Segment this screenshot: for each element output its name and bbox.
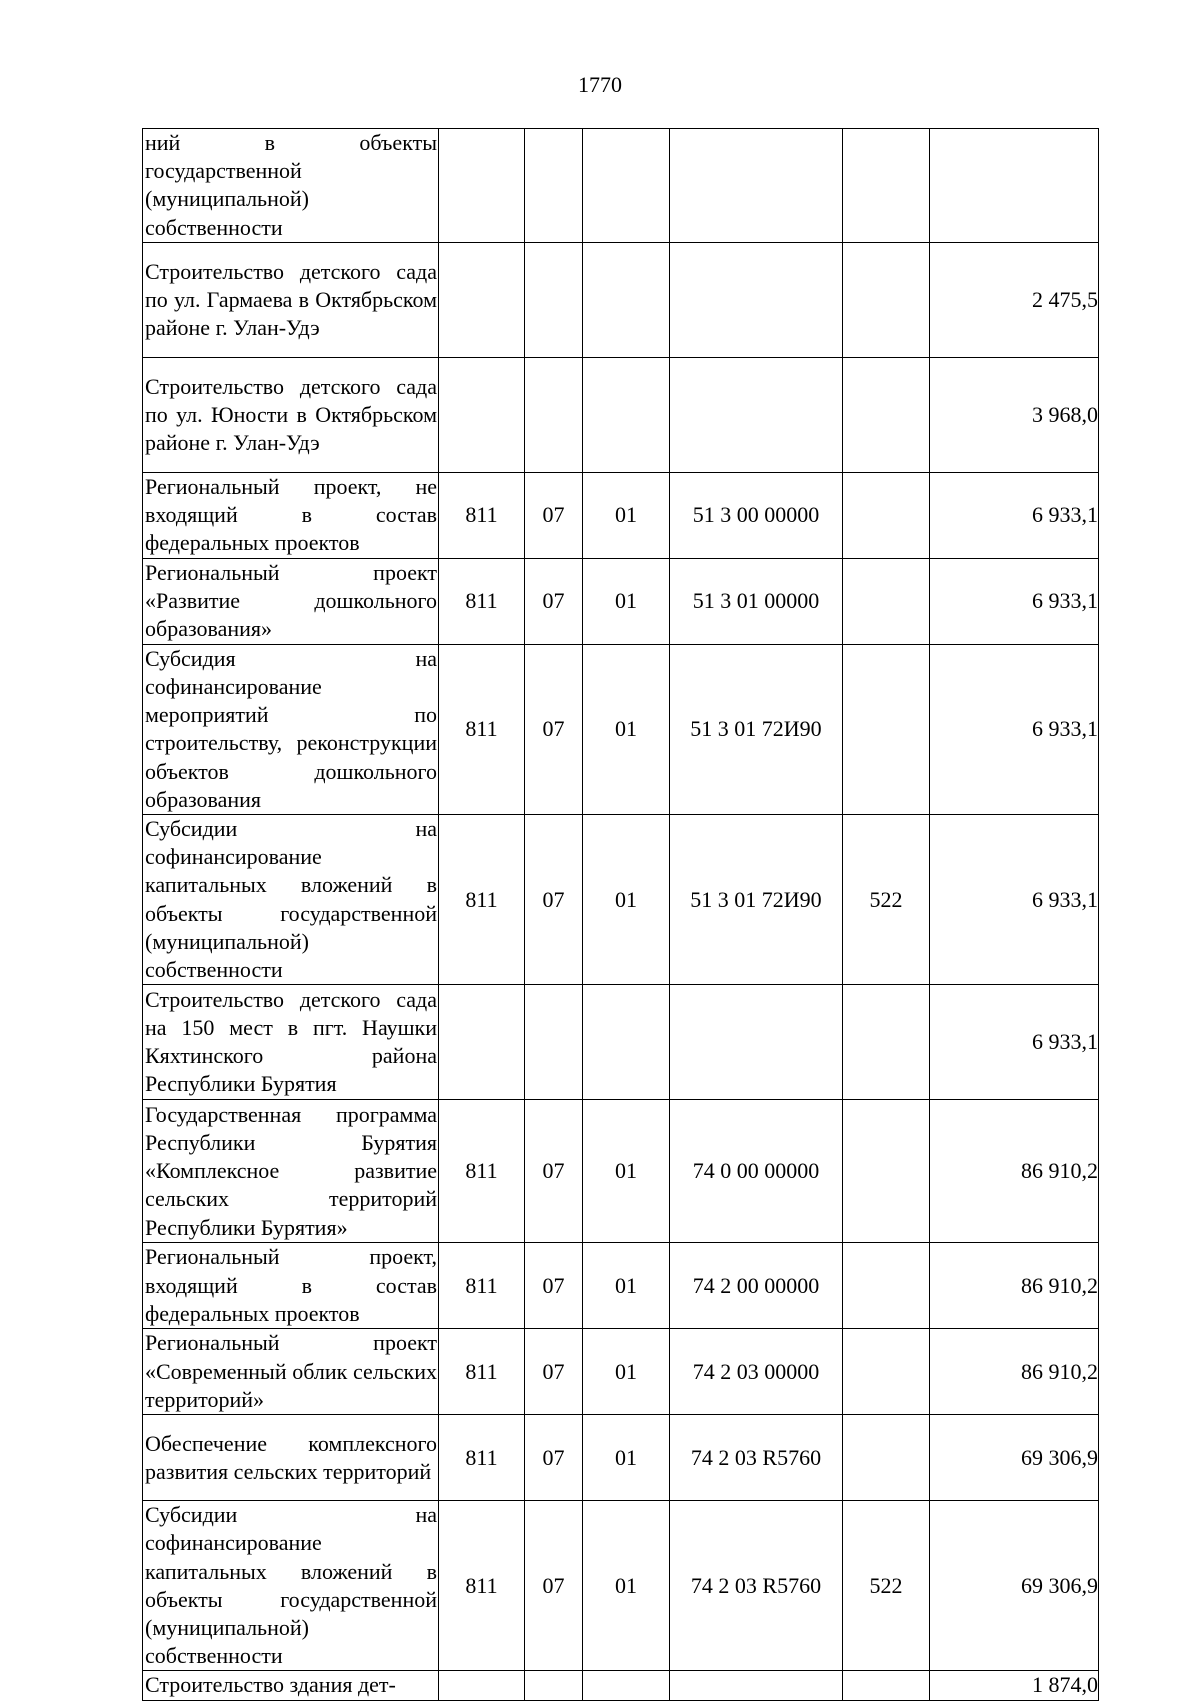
row-rz <box>525 129 583 243</box>
row-rz: 07 <box>525 1243 583 1329</box>
row-pr: 01 <box>583 1415 670 1501</box>
row-csr <box>670 129 843 243</box>
row-pr: 01 <box>583 472 670 558</box>
row-vr <box>843 644 930 814</box>
row-rz <box>525 1671 583 1700</box>
row-sum: 6 933,1 <box>930 472 1099 558</box>
row-name: Региональный проект «Развитие дошкольного образования» <box>143 558 439 644</box>
row-vr <box>843 472 930 558</box>
table-row <box>143 1329 1099 1415</box>
row-name: Обеспечение комплексного развития сельских территорий <box>143 1415 439 1501</box>
table-row <box>143 1100 1099 1243</box>
row-grbs: 811 <box>439 1415 525 1501</box>
row-vr <box>843 242 930 357</box>
row-csr: 74 2 03 00000 <box>670 1329 843 1415</box>
row-csr: 51 3 00 00000 <box>670 472 843 558</box>
row-name: Региональный проект, не входящий в состав федеральных проектов <box>143 472 439 558</box>
row-csr <box>670 1671 843 1700</box>
row-rz: 07 <box>525 1100 583 1243</box>
table-row <box>143 1243 1099 1329</box>
row-rz: 07 <box>525 1501 583 1671</box>
row-grbs: 811 <box>439 1329 525 1415</box>
row-name: Строительство здания дет- <box>143 1671 439 1700</box>
row-pr <box>583 357 670 472</box>
row-vr <box>843 1100 930 1243</box>
row-rz: 07 <box>525 558 583 644</box>
row-csr: 74 2 00 00000 <box>670 1243 843 1329</box>
table-row <box>143 985 1099 1100</box>
row-rz: 07 <box>525 644 583 814</box>
row-vr <box>843 1329 930 1415</box>
row-rz: 07 <box>525 1329 583 1415</box>
row-csr <box>670 242 843 357</box>
row-grbs: 811 <box>439 558 525 644</box>
table-row <box>143 1415 1099 1501</box>
page-number: 1770 <box>578 72 622 97</box>
row-name: Региональный проект, входящий в состав федеральных проектов <box>143 1243 439 1329</box>
row-name: Субсидия на софинансирование мероприятий по строительству, реконструкции объектов дошкольного образования <box>143 644 439 814</box>
row-csr: 74 2 03 R5760 <box>670 1501 843 1671</box>
row-grbs <box>439 242 525 357</box>
row-sum <box>930 129 1099 243</box>
row-pr: 01 <box>583 1100 670 1243</box>
row-sum: 6 933,1 <box>930 644 1099 814</box>
row-rz: 07 <box>525 472 583 558</box>
row-rz: 07 <box>525 1415 583 1501</box>
table-row <box>143 644 1099 814</box>
row-csr: 74 2 03 R5760 <box>670 1415 843 1501</box>
row-name: ний в объекты государственной (муниципальной) собственности <box>143 129 439 243</box>
table-row <box>143 1671 1099 1700</box>
row-name: Субсидии на софинансирование капитальных вложений в объекты государственной (муниципальной) собственности <box>143 1501 439 1671</box>
row-vr <box>843 129 930 243</box>
row-pr: 01 <box>583 815 670 985</box>
row-vr <box>843 985 930 1100</box>
row-sum: 2 475,5 <box>930 242 1099 357</box>
row-name: Строительство детского сада по ул. Юности в Октябрьском районе г. Улан-Удэ <box>143 357 439 472</box>
table-row <box>143 357 1099 472</box>
row-pr <box>583 1671 670 1700</box>
row-sum: 86 910,2 <box>930 1100 1099 1243</box>
row-rz <box>525 357 583 472</box>
row-rz: 07 <box>525 815 583 985</box>
row-sum: 6 933,1 <box>930 985 1099 1100</box>
row-csr: 51 3 01 72И90 <box>670 644 843 814</box>
row-vr: 522 <box>843 815 930 985</box>
row-grbs <box>439 129 525 243</box>
row-pr: 01 <box>583 644 670 814</box>
row-sum: 6 933,1 <box>930 815 1099 985</box>
row-pr: 01 <box>583 1243 670 1329</box>
row-grbs <box>439 985 525 1100</box>
row-vr <box>843 357 930 472</box>
row-sum: 6 933,1 <box>930 558 1099 644</box>
row-name: Строительство детского сада на 150 мест в пгт. Наушки Кяхтинского района Республики Бурятия <box>143 985 439 1100</box>
row-sum: 1 874,0 <box>930 1671 1099 1700</box>
row-sum: 86 910,2 <box>930 1243 1099 1329</box>
row-grbs: 811 <box>439 644 525 814</box>
table-row <box>143 472 1099 558</box>
row-grbs <box>439 357 525 472</box>
table-row <box>143 1501 1099 1671</box>
row-sum: 3 968,0 <box>930 357 1099 472</box>
row-csr: 51 3 01 00000 <box>670 558 843 644</box>
row-grbs: 811 <box>439 1100 525 1243</box>
table-row <box>143 815 1099 985</box>
row-pr <box>583 242 670 357</box>
row-name: Региональный проект «Современный облик сельских территорий» <box>143 1329 439 1415</box>
table-row <box>143 129 1099 243</box>
row-sum: 69 306,9 <box>930 1501 1099 1671</box>
row-vr: 522 <box>843 1501 930 1671</box>
row-grbs <box>439 1671 525 1700</box>
row-name: Государственная программа Республики Бурятия «Комплексное развитие сельских территорий Республики Бурятия» <box>143 1100 439 1243</box>
table-row <box>143 558 1099 644</box>
row-pr <box>583 129 670 243</box>
row-vr <box>843 558 930 644</box>
row-name: Субсидии на софинансирование капитальных вложений в объекты государственной (муниципальной) собственности <box>143 815 439 985</box>
budget-table <box>142 128 1099 1701</box>
row-csr <box>670 357 843 472</box>
row-pr: 01 <box>583 1501 670 1671</box>
row-rz <box>525 985 583 1100</box>
row-grbs: 811 <box>439 1243 525 1329</box>
row-pr <box>583 985 670 1100</box>
row-grbs: 811 <box>439 472 525 558</box>
row-csr: 74 0 00 00000 <box>670 1100 843 1243</box>
row-vr <box>843 1671 930 1700</box>
row-vr <box>843 1243 930 1329</box>
row-name: Строительство детского сада по ул. Гармаева в Октябрьском районе г. Улан-Удэ <box>143 242 439 357</box>
row-rz <box>525 242 583 357</box>
row-vr <box>843 1415 930 1501</box>
table-row <box>143 242 1099 357</box>
row-pr: 01 <box>583 1329 670 1415</box>
row-grbs: 811 <box>439 1501 525 1671</box>
row-csr <box>670 985 843 1100</box>
row-pr: 01 <box>583 558 670 644</box>
row-sum: 86 910,2 <box>930 1329 1099 1415</box>
row-sum: 69 306,9 <box>930 1415 1099 1501</box>
row-grbs: 811 <box>439 815 525 985</box>
row-csr: 51 3 01 72И90 <box>670 815 843 985</box>
